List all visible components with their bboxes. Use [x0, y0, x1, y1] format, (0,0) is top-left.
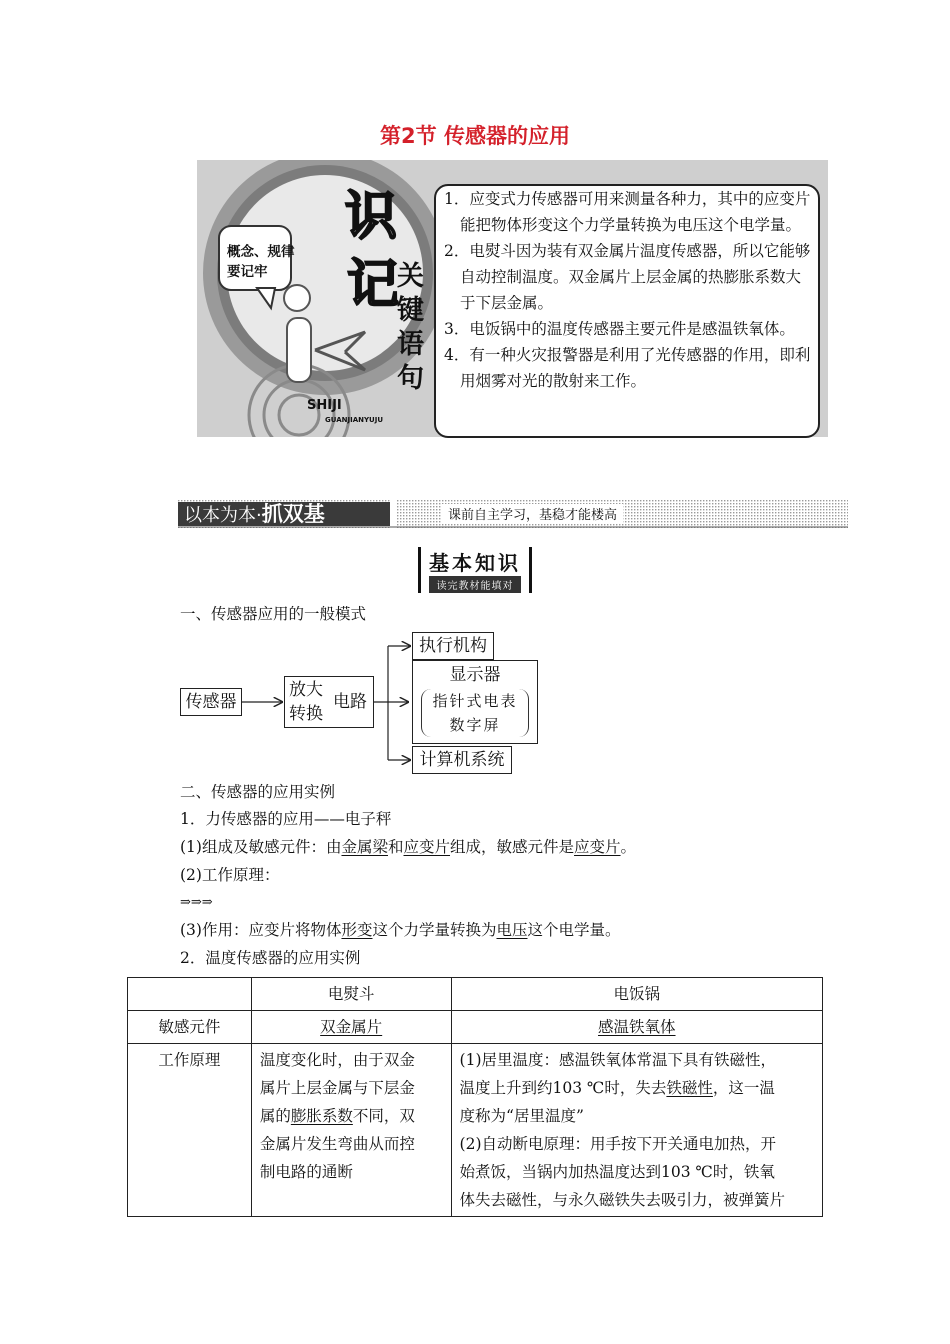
section-bar-subtitle: 课前自主学习，基稳才能楼高 [442, 504, 623, 523]
text: 和 [387, 838, 404, 856]
key-point: 1．应变式力传感器可用来测量各种力，其中的应变片能把物体形变这个力学量转换为电压这个电学量。 [444, 190, 811, 234]
text: 组成，敏感元件是 [450, 838, 575, 856]
bubble-line-2: 要记牢 [227, 264, 268, 280]
speech-bubble [227, 242, 295, 282]
blank-answer: 金属梁 [341, 838, 388, 856]
vert-char: 关 [397, 261, 424, 292]
cell-line [460, 1074, 814, 1102]
text: 温度上升到约103 ℃时，失去 [459, 1079, 667, 1097]
blank-answer: 膨胀系数 [290, 1107, 353, 1125]
blank-answer: 应变片 [574, 838, 621, 856]
table-header-cell: 电饭锅 [451, 978, 822, 1011]
banner-char-1: 识 [345, 187, 398, 247]
cell-line: 始煮饭，当锅内加热温度达到103 ℃时，铁氧 [459, 1163, 775, 1181]
cell-line: 度称为“居里温度” [459, 1107, 584, 1125]
text: 属的 [259, 1107, 291, 1125]
vert-char: 键 [397, 295, 424, 326]
cell-line: 制电路的通断 [259, 1163, 353, 1181]
flow-amp-text [289, 678, 323, 726]
table-cell: 工作原理 [128, 1044, 252, 1217]
guanjian-label: GUANJIANYUJU [325, 416, 384, 424]
table-cell [251, 1011, 451, 1044]
text: 。 [620, 838, 637, 856]
knowledge-title: 基本知识 [429, 551, 521, 575]
table-row [128, 1011, 823, 1044]
cell-line: 金属片发生弯曲从而控 [259, 1135, 415, 1153]
flow-sensor: 传感器 [180, 688, 242, 716]
text: (3)作用：应变片将物体 [180, 921, 342, 939]
section-bar-title-bold: 抓双基 [261, 502, 325, 526]
flow-actuator: 执行机构 [412, 632, 494, 660]
cell-line: 温度变化时，由于双金 [259, 1051, 415, 1069]
blank-answer: 铁磁性 [666, 1079, 713, 1097]
blank-answer: 应变片 [403, 838, 451, 856]
cell-line [260, 1102, 443, 1130]
table-cell: 敏感元件 [128, 1011, 252, 1044]
section-1-heading: 一、传感器应用的一般模式 [180, 605, 367, 623]
section-bar-title [184, 502, 325, 528]
section-bar-title-part: 以本为本· [184, 505, 262, 526]
para-principle: (2)工作原理： [180, 866, 280, 884]
text: 不同，双 [352, 1107, 415, 1125]
flow-computer: 计算机系统 [412, 746, 512, 774]
blank-answer: 感温铁氧体 [598, 1018, 676, 1036]
cell-line: 属片上层金属与下层金 [259, 1079, 415, 1097]
key-points-list [444, 186, 816, 394]
flow-amp-line2: 转换 [289, 704, 323, 724]
flow-amplifier [284, 676, 374, 728]
para-temp-sensor: 2．温度传感器的应用实例 [180, 949, 361, 967]
table-row [128, 978, 823, 1011]
table-header-cell [128, 978, 252, 1011]
cell-line: 体失去磁性，与永久磁铁失去吸引力，被弹簧片 [459, 1191, 786, 1209]
text: ，这一温 [712, 1079, 775, 1097]
bubble-line-1: 概念、规律 [227, 244, 295, 260]
para-arrows: ⇒⇒⇒ [180, 895, 213, 910]
para-force-sensor: 1．力传感器的应用——电子秤 [180, 810, 392, 828]
key-point: 3．电饭锅中的温度传感器主要元件是感温铁氧体。 [444, 320, 795, 338]
key-point: 2．电熨斗因为装有双金属片温度传感器，所以它能够自动控制温度。双金属片上层金属的热膨胀系数大于下层金属。 [444, 242, 811, 312]
flow-diagram [176, 630, 576, 775]
table-cell [251, 1044, 451, 1217]
text: (1)组成及敏感元件：由 [180, 838, 342, 856]
para-function [180, 919, 621, 941]
knowledge-heading [0, 547, 950, 593]
knowledge-subtitle: 读完教材能填对 [429, 576, 521, 593]
shiji-label: SHIJI [307, 398, 342, 413]
banner-char-2: 记 [347, 255, 400, 315]
cell-line: (2)自动断电原理：用手按下开关通电加热，开 [459, 1135, 777, 1153]
flow-display [412, 660, 538, 744]
section-bar [178, 500, 848, 528]
cell-line: (1)居里温度：感温铁氧体常温下具有铁磁性， [459, 1051, 777, 1069]
vert-char: 句 [397, 363, 424, 394]
blank-answer: 形变 [341, 921, 373, 939]
blank-answer: 电压 [496, 921, 528, 939]
blank-answer: 双金属片 [320, 1018, 383, 1036]
key-point: 4．有一种火灾报警器是利用了光传感器的作用，即利用烟雾对光的散射来工作。 [444, 346, 811, 390]
page-title: 第2节 传感器的应用 [380, 124, 570, 148]
para-composition [180, 836, 636, 858]
flow-display-opt1: 指针式电表 [432, 692, 518, 710]
flow-amp-line1: 放大 [289, 680, 323, 700]
table-row [128, 1044, 823, 1217]
flow-display-title: 显示器 [449, 665, 501, 685]
banner-vertical-text [397, 260, 424, 396]
vert-char: 语 [397, 329, 424, 360]
text: 这个电学量。 [527, 921, 621, 939]
flow-display-opt2: 数字屏 [449, 716, 501, 734]
table-cell [451, 1044, 822, 1217]
text: 这个力学量转换为 [372, 921, 497, 939]
table-header-cell: 电熨斗 [251, 978, 451, 1011]
flow-circuit: 电路 [333, 692, 367, 712]
table-cell [451, 1011, 822, 1044]
comparison-table [127, 977, 823, 1217]
flow-display-options [421, 689, 529, 737]
section-2-heading: 二、传感器的应用实例 [180, 783, 336, 801]
